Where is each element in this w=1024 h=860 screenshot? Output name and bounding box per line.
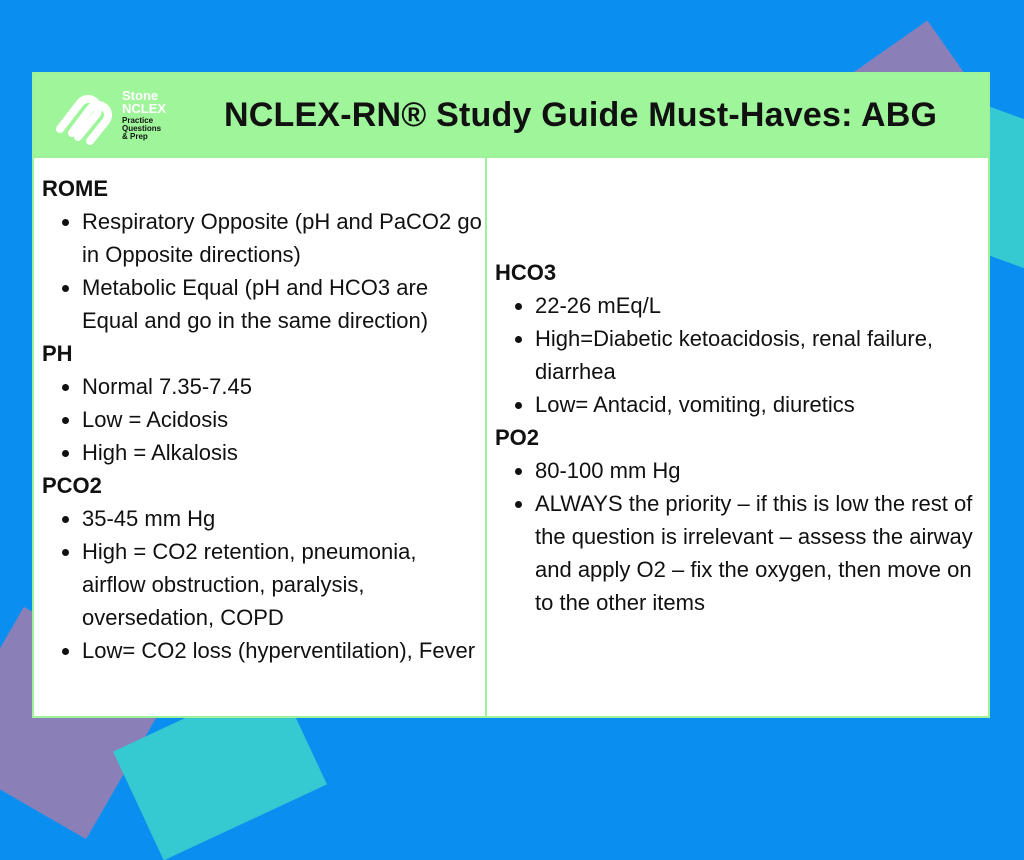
pco2-list [42,502,485,667]
hco3-list [495,289,988,421]
list-item: • High = CO2 retention, pneumonia, airflow obstruction, paralysis, oversedation, COPD [82,535,485,634]
section-heading-rome: ROME [42,176,108,201]
list-item: • ALWAYS the priority – if this is low the rest of the question is irrelevant – assess the airway and apply O2 – fix the oxygen, then move on to the other items [535,487,988,619]
logo-questions: Questions [122,124,162,133]
paperclip-icon [46,85,118,145]
card-header [34,74,988,158]
po2-list [495,454,988,619]
right-column [487,158,988,718]
study-guide-card [32,72,990,718]
list-item: • Metabolic Equal (pH and HCO3 are Equal and go in the same direction) [82,271,485,337]
left-column [34,158,487,718]
list-item: • Normal 7.35-7.45 [82,370,485,403]
list-item: • 22-26 mEq/L [535,289,988,322]
list-item: • High=Diabetic ketoacidosis, renal failure, diarrhea [535,322,988,388]
section-heading-pco2: PCO2 [42,473,102,498]
list-item: • 35-45 mm Hg [82,502,485,535]
section-heading-hco3: HCO3 [495,260,557,285]
logo [46,85,208,145]
list-item: • Low= CO2 loss (hyperventilation), Fever [82,634,485,667]
list-item: • High = Alkalosis [82,436,485,469]
section-heading-po2: PO2 [495,425,540,450]
list-item: • 80-100 mm Hg [535,454,988,487]
list-item: • Respiratory Opposite (pH and PaCO2 go in Opposite directions) [82,205,485,271]
section-heading-ph: PH [42,341,73,366]
page-title: NCLEX-RN® Study Guide Must-Haves: ABG [224,95,938,134]
logo-nclex: NCLEX [122,101,167,116]
list-item: • Low= Antacid, vomiting, diuretics [535,388,988,421]
content-columns [34,158,988,718]
ph-list [42,370,485,469]
logo-stone: Stone [122,88,159,103]
rome-list [42,205,485,337]
list-item: • Low = Acidosis [82,403,485,436]
logo-practice: Practice [122,116,154,125]
logo-text [122,89,166,141]
logo-prep: & Prep [122,132,148,141]
